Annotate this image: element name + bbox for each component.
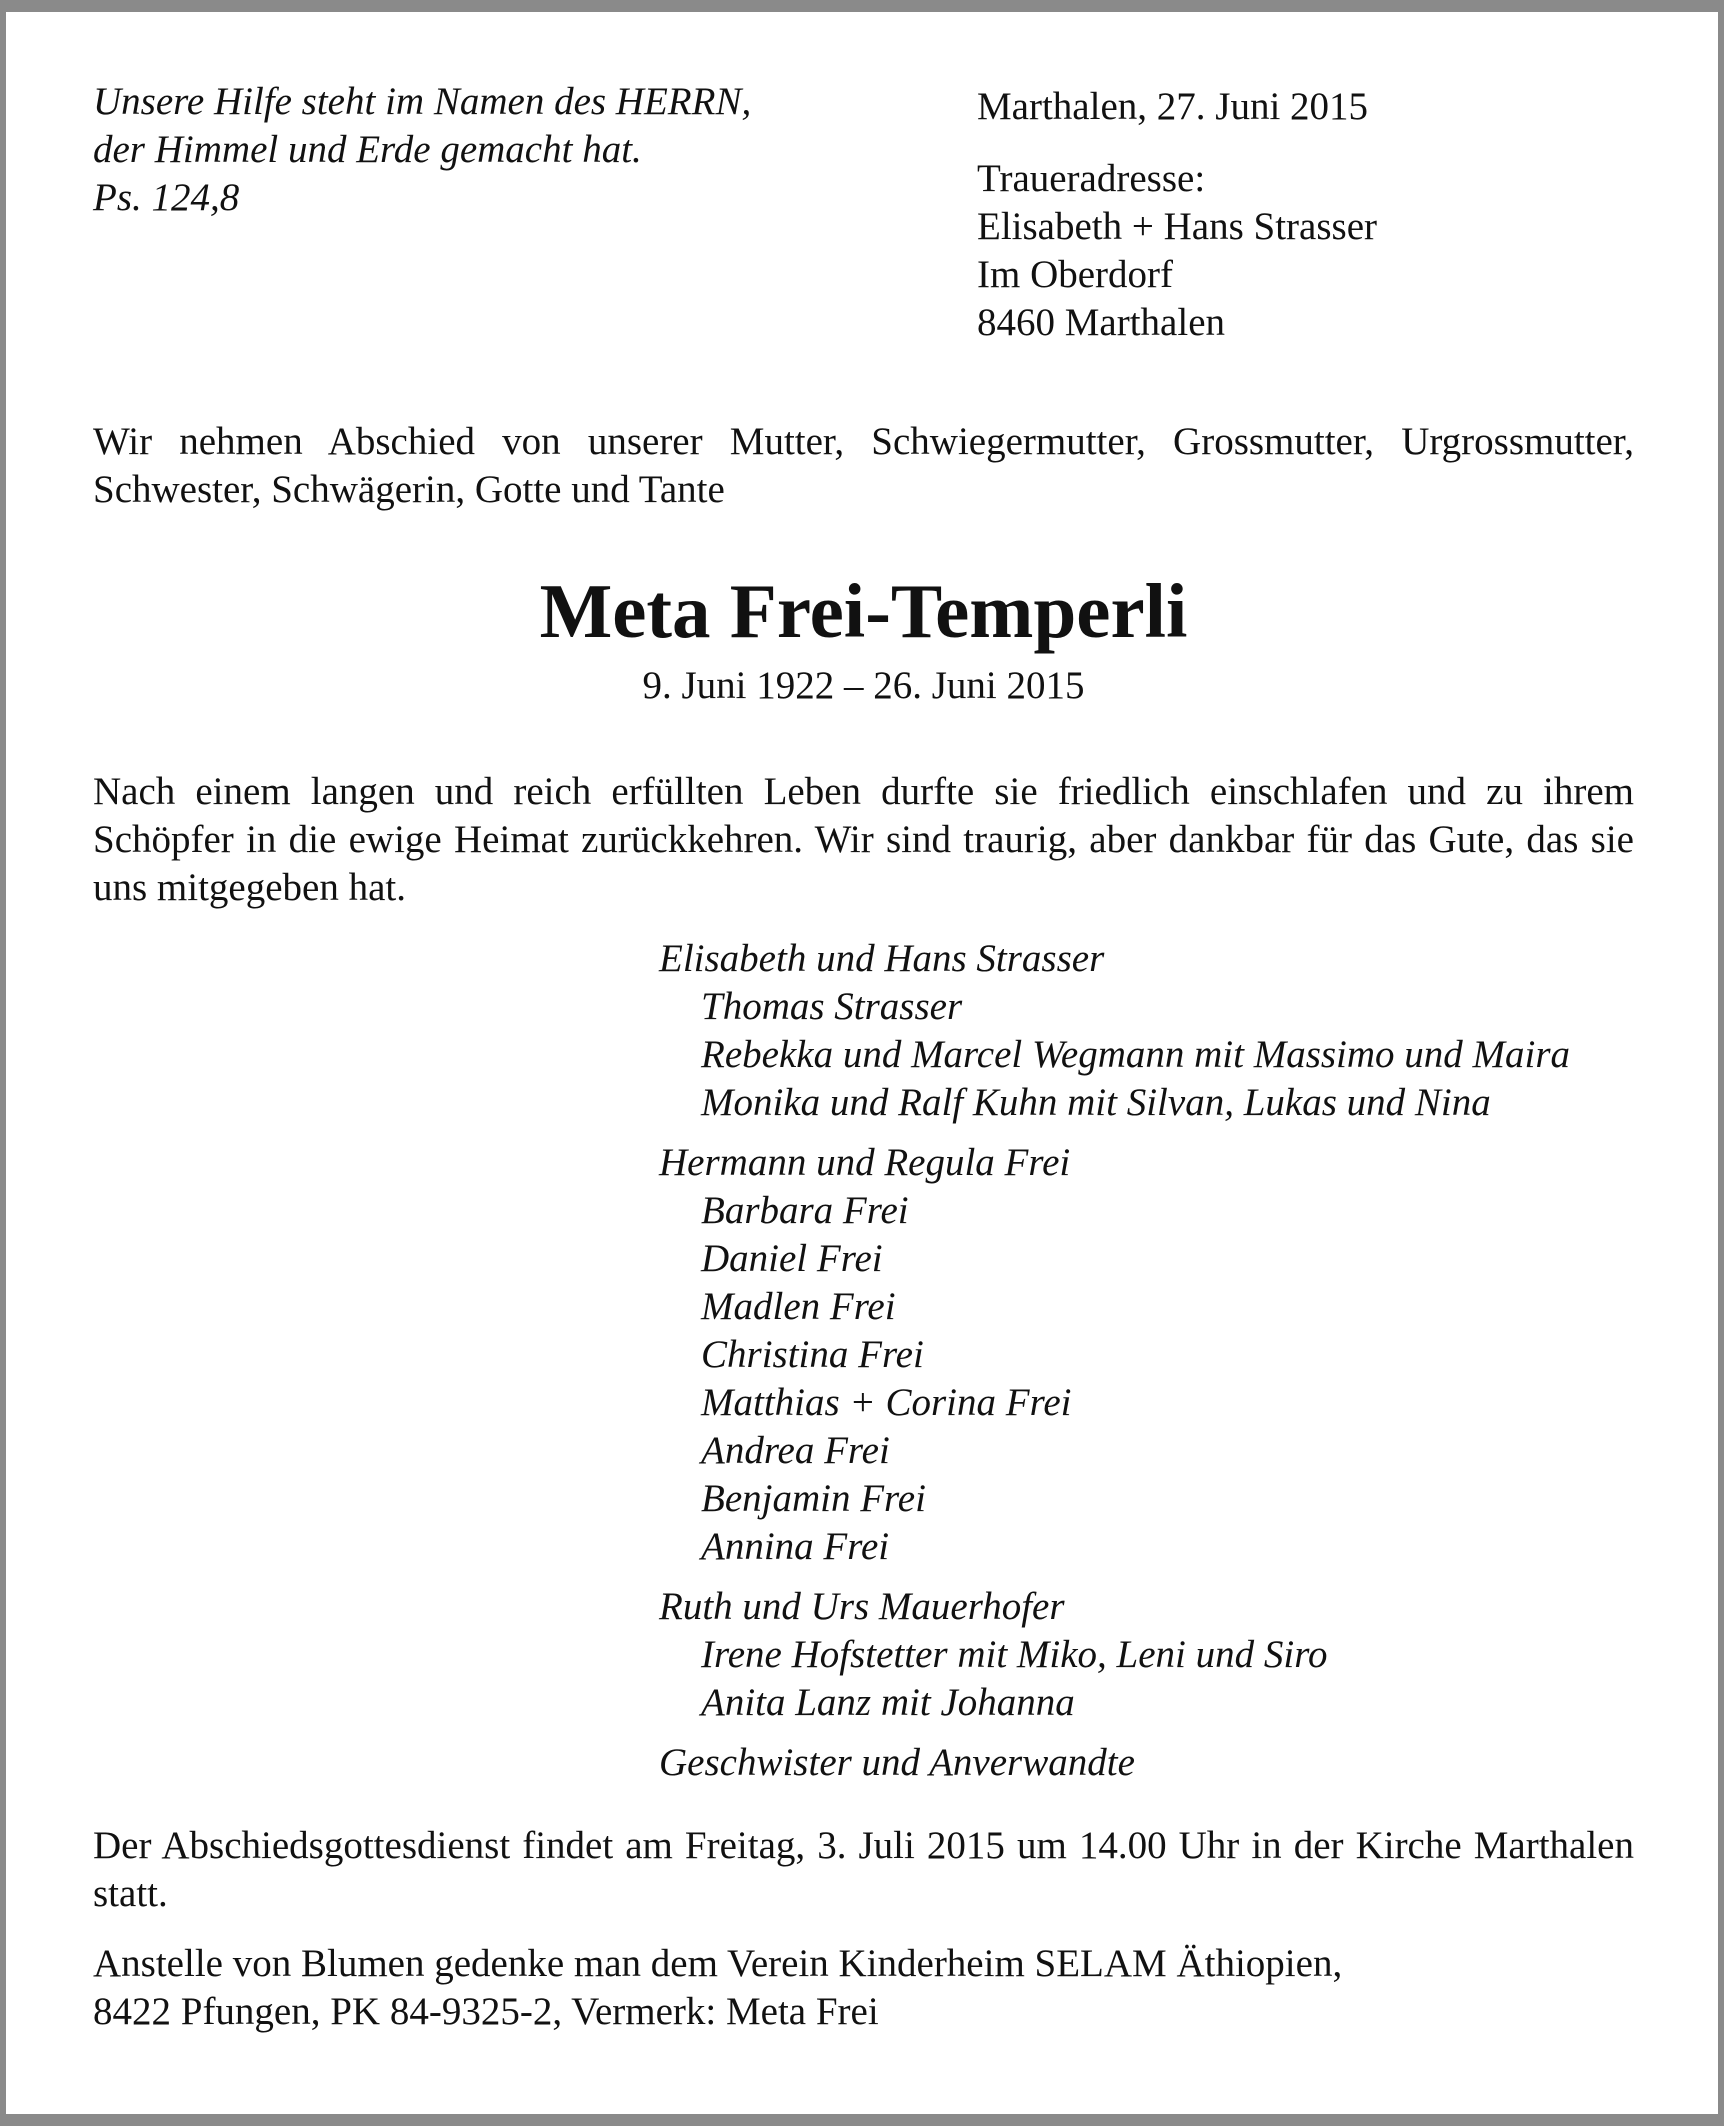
mourner-member: Irene Hofstetter mit Miko, Leni und Siro [701, 1633, 1328, 1676]
mourner-member: Thomas Strasser [701, 985, 963, 1028]
mourner-member: Barbara Frei [701, 1189, 909, 1232]
psalm-line: der Himmel und Erde gemacht hat. [93, 128, 642, 171]
mourner-member: Matthias + Corina Frei [701, 1381, 1072, 1424]
donation-line: 8422 Pfungen, PK 84-9325-2, Vermerk: Meta Frei [93, 1990, 879, 2033]
mourner-group-head: Ruth und Urs Mauerhofer [659, 1585, 1065, 1628]
mourner-group-head: Hermann und Regula Frei [659, 1141, 1071, 1184]
psalm-line: Unsere Hilfe steht im Namen des HERRN, [93, 80, 752, 123]
donation-notice [93, 1940, 1634, 2036]
life-dates: 9. Juni 1922 – 26. Juni 2015 [642, 664, 1085, 707]
mourner-member: Anita Lanz mit Johanna [701, 1681, 1075, 1724]
address-line: Elisabeth + Hans Strasser [977, 205, 1377, 248]
mourner-member: Annina Frei [701, 1525, 890, 1568]
psalm-reference: Ps. 124,8 [93, 176, 240, 219]
place-date: Marthalen, 27. Juni 2015 [977, 85, 1369, 128]
mourner-group [659, 1139, 1570, 1571]
mourner-member: Rebekka und Marcel Wegmann mit Massimo und Maira [701, 1033, 1571, 1076]
mourner-member: Daniel Frei [701, 1237, 883, 1280]
psalm-quote [93, 78, 893, 222]
mourner-member: Monika und Ralf Kuhn mit Silvan, Lukas und Nina [701, 1081, 1491, 1124]
mourner-group-head: Elisabeth und Hans Strasser [659, 937, 1105, 980]
mourner-member: Madlen Frei [701, 1285, 896, 1328]
deceased-name: Meta Frei-Temperli [539, 568, 1188, 654]
address-label: Traueradresse: [977, 157, 1206, 200]
address-line: 8460 Marthalen [977, 301, 1226, 344]
mourner-group [659, 935, 1570, 1127]
mourning-address [977, 155, 1377, 347]
mourner-group [659, 1739, 1570, 1787]
service-announcement: Der Abschiedsgottesdienst findet am Freitag, 3. Juli 2015 um 14.00 Uhr in der Kirche Marthalen statt. [93, 1824, 1634, 1915]
mourner-group-head: Geschwister und Anverwandte [659, 1741, 1135, 1784]
mourner-member: Benjamin Frei [701, 1477, 926, 1520]
memorial-paragraph: Nach einem langen und reich erfüllten Leben durfte sie friedlich einschlafen und zu ihrem Schöpfer in die ewige Heimat zurückkehren. Wir sind traurig, aber dankbar für das Gute, das sie uns mitgegeben hat. [93, 770, 1634, 909]
donation-line: Anstelle von Blumen gedenke man dem Verein Kinderheim SELAM Äthiopien, [93, 1942, 1343, 1985]
mourner-member: Christina Frei [701, 1333, 924, 1376]
address-line: Im Oberdorf [977, 253, 1174, 296]
intro-paragraph: Wir nehmen Abschied von unserer Mutter, Schwiegermutter, Grossmutter, Urgrossmutter, Schwester, Schwägerin, Gotte und Tante [93, 420, 1634, 511]
mourner-group [659, 1583, 1570, 1727]
mourner-member: Andrea Frei [701, 1429, 890, 1472]
mourners-list [659, 935, 1570, 1799]
